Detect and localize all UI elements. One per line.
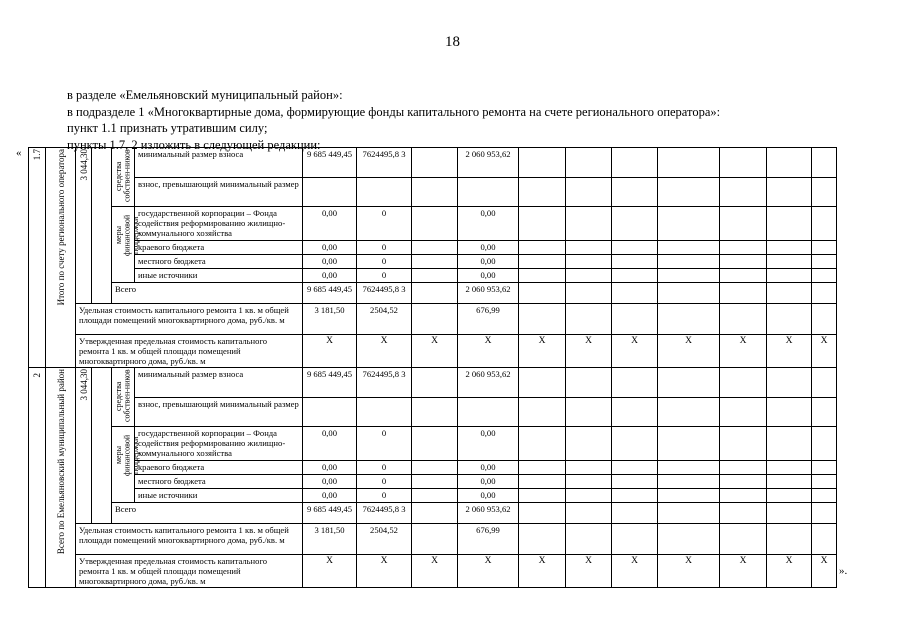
empty-cell [720,148,767,178]
value-cell: 9 685 449,45 [303,368,357,398]
value-cell: 0 [357,269,412,283]
x-mark-cell: X [519,555,566,588]
x-mark-cell: X [658,335,720,368]
support-measures-group: меры финансовой поддержки [112,207,135,283]
empty-cell [92,368,112,524]
closing-quote: ». [839,565,848,577]
intro-line: в разделе «Емельяновский муниципальный район»: [67,88,343,102]
value-cell: 0,00 [458,255,519,269]
empty-cell [812,269,837,283]
value-cell: 9 685 449,45 [303,148,357,178]
x-mark-cell: X [303,335,357,368]
value-cell: 0,00 [303,241,357,255]
empty-cell [412,524,458,555]
empty-cell [566,489,612,503]
value-cell: 0,00 [303,427,357,461]
row-label: местного бюджета [135,475,303,489]
row-label: Всего [112,283,303,304]
row-label: государственной корпорации – Фонда содействия реформированию жилищно-коммунального хозяйства [135,207,303,241]
value-cell: 0,00 [303,255,357,269]
empty-cell [767,148,812,178]
empty-cell [767,368,812,398]
x-mark-cell: X [519,335,566,368]
empty-cell [720,489,767,503]
x-mark-cell: X [767,555,812,588]
value-cell: 0 [357,207,412,241]
empty-cell [566,255,612,269]
empty-cell [566,207,612,241]
x-mark-cell: X [566,555,612,588]
row-label: Утвержденная предельная стоимость капитального ремонта 1 кв. м общей площади помещений многоквартирного дома, руб./кв. м [76,335,303,368]
empty-cell [566,177,612,207]
empty-cell [303,177,357,207]
empty-cell [519,241,566,255]
empty-cell [566,283,612,304]
owners-funds-group: средства собствен-ников [112,368,135,427]
empty-cell [412,255,458,269]
empty-cell [812,241,837,255]
empty-cell [812,489,837,503]
value-cell: 676,99 [458,524,519,555]
empty-cell [412,148,458,178]
empty-cell [458,177,519,207]
empty-cell [566,304,612,335]
empty-cell [566,397,612,427]
empty-cell [658,148,720,178]
empty-cell [658,241,720,255]
x-mark-cell: X [812,335,837,368]
empty-cell [767,461,812,475]
empty-cell [720,241,767,255]
empty-cell [519,368,566,398]
empty-cell [519,489,566,503]
row-label: краевого бюджета [135,461,303,475]
empty-cell [658,304,720,335]
empty-cell [412,427,458,461]
empty-cell [303,397,357,427]
row-label: краевого бюджета [135,241,303,255]
empty-cell [519,304,566,335]
empty-cell [720,503,767,524]
empty-cell [612,503,658,524]
value-cell: 0,00 [303,475,357,489]
x-mark-cell: X [412,335,458,368]
empty-cell [566,368,612,398]
empty-cell [566,461,612,475]
row-label: местного бюджета [135,255,303,269]
empty-cell [812,461,837,475]
empty-cell [612,427,658,461]
empty-cell [658,461,720,475]
support-measures-group: меры финансовой поддержки [112,427,135,503]
value-cell: 7624495,8 3 [357,503,412,524]
row-label: взнос, превышающий минимальный размер [135,397,303,427]
value-cell: 0 [357,241,412,255]
empty-cell [658,283,720,304]
x-mark-cell: X [720,555,767,588]
value-cell: 0 [357,475,412,489]
empty-cell [412,489,458,503]
empty-cell [412,475,458,489]
empty-cell [720,304,767,335]
empty-cell [412,461,458,475]
x-mark-cell: X [357,335,412,368]
value-cell: 7624495,8 3 [357,368,412,398]
empty-cell [519,148,566,178]
empty-cell [519,461,566,475]
empty-cell [658,503,720,524]
empty-cell [767,269,812,283]
empty-cell [812,304,837,335]
x-mark-cell: X [458,335,519,368]
empty-cell [720,269,767,283]
empty-cell [658,207,720,241]
empty-cell [767,304,812,335]
row-label: иные источники [135,489,303,503]
value-cell: 0,00 [303,207,357,241]
value-cell: 7624495,8 3 [357,148,412,178]
empty-cell [767,177,812,207]
owners-funds-group: средства собствен-ников [112,148,135,207]
intro-line: пункт 1.1 признать утратившим силу; [67,121,268,135]
repair-cost-table [28,147,837,588]
empty-cell [566,503,612,524]
empty-cell [812,207,837,241]
x-mark-cell: X [303,555,357,588]
empty-cell [412,368,458,398]
empty-cell [720,524,767,555]
item-number: 1.7 [29,148,46,368]
empty-cell [767,397,812,427]
empty-cell [767,524,812,555]
empty-cell [658,397,720,427]
empty-cell [612,475,658,489]
page-number: 18 [445,34,460,50]
x-mark-cell: X [412,555,458,588]
empty-cell [519,397,566,427]
empty-cell [720,461,767,475]
value-cell: 0,00 [303,461,357,475]
empty-cell [612,283,658,304]
total-area: 3 044,30 [76,368,92,524]
empty-cell [566,524,612,555]
x-mark-cell: X [812,555,837,588]
empty-cell [812,475,837,489]
empty-cell [767,475,812,489]
value-cell: 3 181,50 [303,304,357,335]
x-mark-cell: X [658,555,720,588]
empty-cell [720,475,767,489]
empty-cell [658,177,720,207]
x-mark-cell: X [357,555,412,588]
empty-cell [612,177,658,207]
empty-cell [812,177,837,207]
value-cell: 0,00 [458,241,519,255]
empty-cell [458,397,519,427]
item-name: Итого по счету регионального оператора [46,148,76,368]
value-cell: 0,00 [458,461,519,475]
empty-cell [612,489,658,503]
value-cell: 676,99 [458,304,519,335]
empty-cell [519,269,566,283]
empty-cell [612,524,658,555]
empty-cell [720,207,767,241]
empty-cell [612,241,658,255]
empty-cell [812,427,837,461]
empty-cell [566,427,612,461]
empty-cell [658,368,720,398]
empty-cell [767,503,812,524]
empty-cell [412,177,458,207]
empty-cell [412,304,458,335]
empty-cell [612,269,658,283]
value-cell: 9 685 449,45 [303,503,357,524]
value-cell: 2 060 953,62 [458,148,519,178]
value-cell: 0,00 [458,475,519,489]
empty-cell [658,427,720,461]
empty-cell [720,283,767,304]
value-cell: 9 685 449,45 [303,283,357,304]
empty-cell [92,148,112,304]
row-label: Всего [112,503,303,524]
empty-cell [767,207,812,241]
row-label: Удельная стоимость капитального ремонта 1 кв. м общей площади помещений многоквартирного дома, руб./кв. м [76,304,303,335]
empty-cell [767,283,812,304]
x-mark-cell: X [458,555,519,588]
empty-cell [519,503,566,524]
empty-cell [566,148,612,178]
empty-cell [812,283,837,304]
empty-cell [412,269,458,283]
empty-cell [612,368,658,398]
row-label: Утвержденная предельная стоимость капитального ремонта 1 кв. м общей площади помещений многоквартирного дома, руб./кв. м [76,555,303,588]
value-cell: 3 181,50 [303,524,357,555]
empty-cell [658,524,720,555]
empty-cell [519,177,566,207]
value-cell: 0 [357,461,412,475]
empty-cell [767,255,812,269]
value-cell: 2 060 953,62 [458,503,519,524]
empty-cell [767,489,812,503]
empty-cell [812,397,837,427]
empty-cell [519,255,566,269]
empty-cell [612,148,658,178]
empty-cell [767,241,812,255]
x-mark-cell: X [612,335,658,368]
value-cell: 0,00 [303,489,357,503]
empty-cell [720,368,767,398]
value-cell: 2504,52 [357,304,412,335]
empty-cell [720,397,767,427]
empty-cell [612,397,658,427]
value-cell: 0,00 [458,489,519,503]
empty-cell [812,524,837,555]
empty-cell [412,397,458,427]
value-cell: 2 060 953,62 [458,283,519,304]
total-area: 3 044,30 [76,148,92,304]
item-name: Всего по Емельяновский муниципальный район [46,368,76,588]
empty-cell [412,241,458,255]
value-cell: 0,00 [458,427,519,461]
empty-cell [767,427,812,461]
value-cell: 7624495,8 3 [357,283,412,304]
x-mark-cell: X [720,335,767,368]
value-cell: 2 060 953,62 [458,368,519,398]
intro-line: пункты 1.7, 2 изложить в следующей редакции: [67,137,321,152]
empty-cell [720,427,767,461]
empty-cell [566,241,612,255]
value-cell: 0,00 [458,269,519,283]
value-cell: 0,00 [303,269,357,283]
empty-cell [612,461,658,475]
empty-cell [412,503,458,524]
empty-cell [566,269,612,283]
intro-line: в подразделе 1 «Многоквартирные дома, формирующие фонды капитального ремонта на счете регионального оператора»: [67,104,721,119]
empty-cell [519,427,566,461]
empty-cell [812,503,837,524]
empty-cell [566,475,612,489]
row-label: государственной корпорации – Фонда содействия реформированию жилищно-коммунального хозяйства [135,427,303,461]
empty-cell [658,255,720,269]
row-label: Удельная стоимость капитального ремонта 1 кв. м общей площади помещений многоквартирного дома, руб./кв. м [76,524,303,555]
x-mark-cell: X [612,555,658,588]
empty-cell [658,269,720,283]
item-number: 2 [29,368,46,588]
empty-cell [519,207,566,241]
empty-cell [812,368,837,398]
opening-quote: « [16,147,22,159]
empty-cell [519,475,566,489]
value-cell: 2504,52 [357,524,412,555]
empty-cell [612,207,658,241]
empty-cell [812,148,837,178]
intro-text [67,87,720,153]
row-label: минимальный размер взноса [135,368,303,398]
empty-cell [612,255,658,269]
empty-cell [720,255,767,269]
empty-cell [812,255,837,269]
row-label: взнос, превышающий минимальный размер [135,177,303,207]
row-label: иные источники [135,269,303,283]
empty-cell [720,177,767,207]
empty-cell [519,524,566,555]
empty-cell [658,489,720,503]
value-cell: 0 [357,427,412,461]
empty-cell [658,475,720,489]
x-mark-cell: X [767,335,812,368]
value-cell: 0,00 [458,207,519,241]
empty-cell [412,207,458,241]
empty-cell [519,283,566,304]
empty-cell [412,283,458,304]
empty-cell [357,397,412,427]
value-cell: 0 [357,489,412,503]
empty-cell [357,177,412,207]
row-label: минимальный размер взноса [135,148,303,178]
empty-cell [612,304,658,335]
x-mark-cell: X [566,335,612,368]
value-cell: 0 [357,255,412,269]
